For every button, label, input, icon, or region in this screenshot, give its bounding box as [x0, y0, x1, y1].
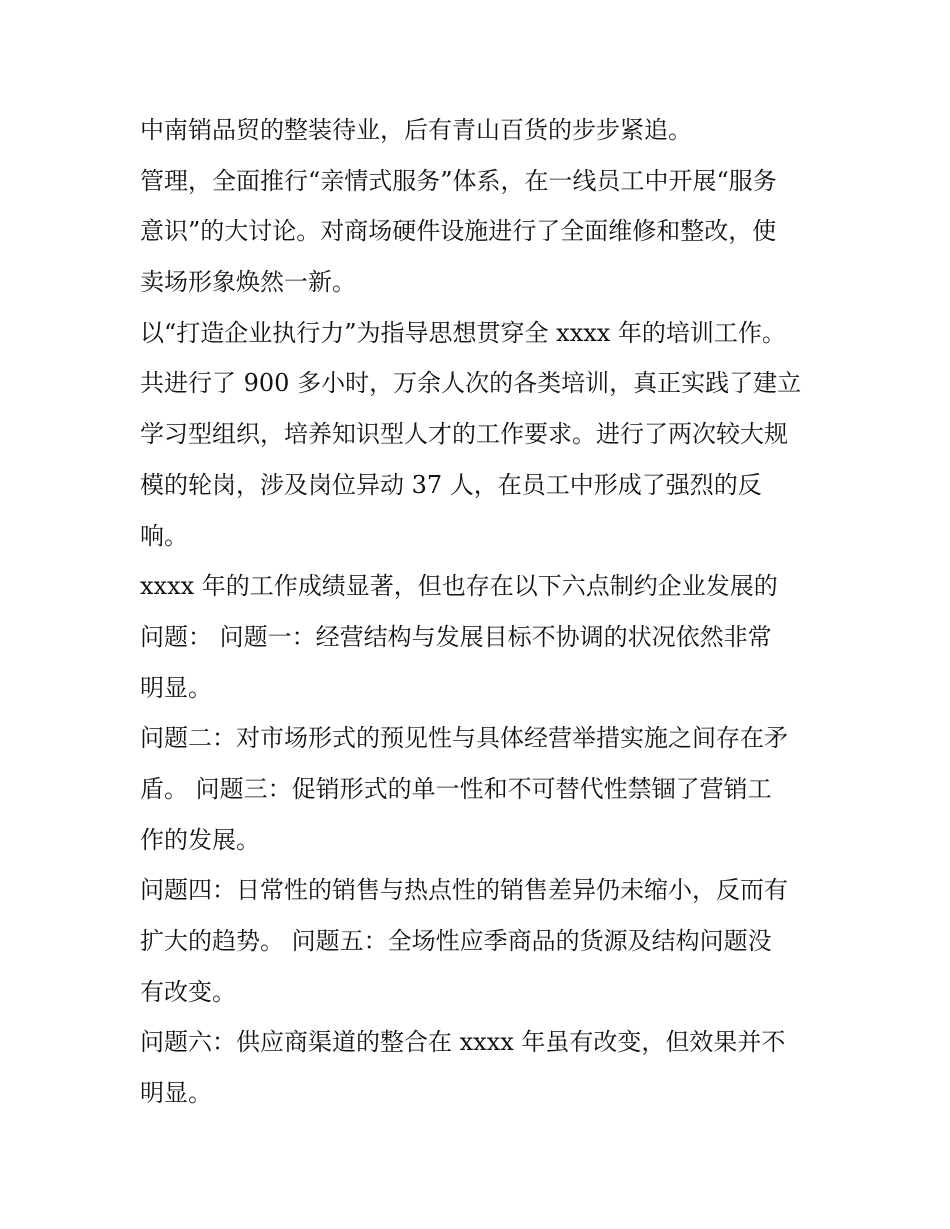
text-line: 扩大的趋势。 问题五：全场性应季商品的货源及结构问题没 [140, 927, 772, 955]
text-line: 管理，全面推行“亲情式服务”体系，在一线员工中开展“服务 [140, 166, 777, 195]
text-line: 意识”的大讨论。对商场硬件设施进行了全面维修和整改，使 [140, 217, 777, 246]
text-line: 问题六：供应商渠道的整合在 xxxx 年虽有改变，但效果并不 [140, 1028, 786, 1057]
document-body [140, 105, 820, 1119]
text-line: 作的发展。 [140, 825, 260, 854]
text-line: 中南销品贸的整装待业，后有青山百货的步步紧追。 [140, 116, 692, 144]
text-line: 卖场形象焕然一新。 [140, 268, 356, 297]
text-line: 模的轮岗，涉及岗位异动 37 人，在员工中形成了强烈的反 [140, 470, 762, 499]
text-line: 响。 [140, 521, 188, 550]
text-line: 共进行了 900 多小时，万余人次的各类培训，真正实践了建立 [140, 369, 802, 398]
text-line: 学习型组织，培养知识型人才的工作要求。进行了两次较大规 [140, 420, 788, 449]
text-line: xxxx 年的工作成绩显著，但也存在以下六点制约企业发展的 [140, 572, 778, 601]
text-line: 问题二：对市场形式的预见性与具体经营举措实施之间存在矛 [140, 724, 788, 753]
text-line: 有改变。 [140, 977, 236, 1006]
text-line: 盾。 问题三：促销形式的单一性和不可替代性禁锢了营销工 [140, 774, 772, 803]
text-line: 问题四：日常性的销售与热点性的销售差异仍未缩小，反而有 [140, 876, 788, 905]
text-line: 以“打造企业执行力”为指导思想贯穿全 xxxx 年的培训工作。 [140, 318, 786, 347]
text-line: 明显。 [140, 673, 212, 702]
text-line: 问题： 问题一：经营结构与发展目标不协调的状况依然非常 [140, 622, 772, 651]
text-line: 明显。 [140, 1079, 212, 1108]
